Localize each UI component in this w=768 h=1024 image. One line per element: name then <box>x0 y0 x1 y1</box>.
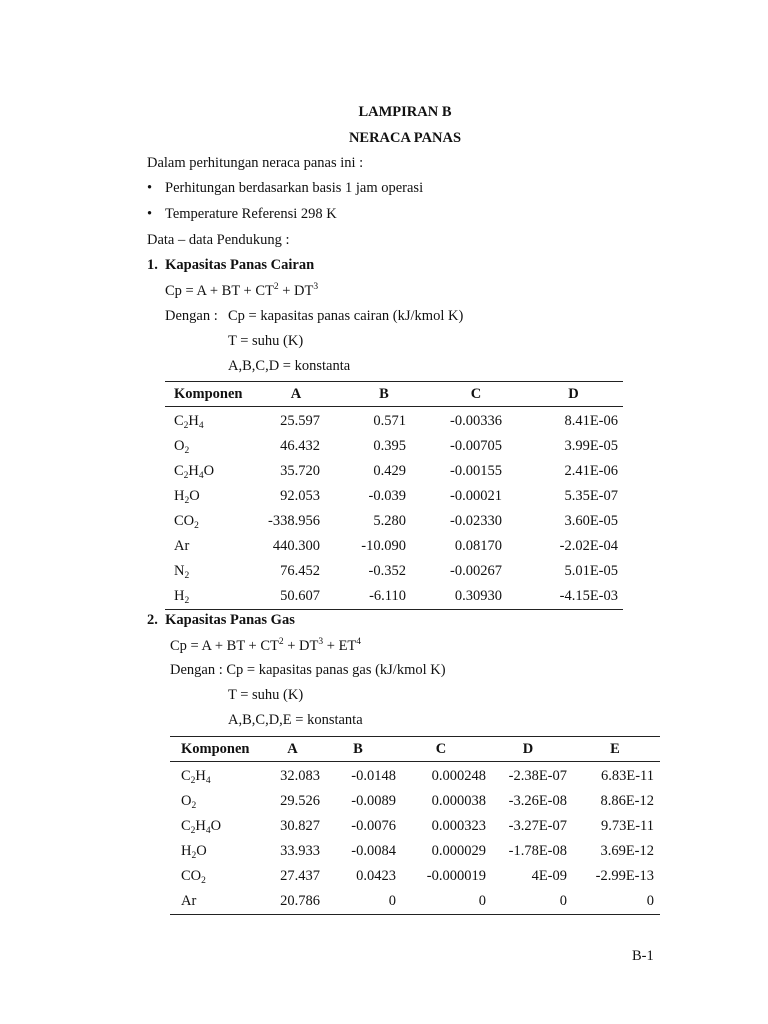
formula-part: 2 <box>191 801 197 811</box>
formula-part: 2 <box>183 471 189 481</box>
value-cell: -3.26E-08 <box>508 793 567 809</box>
value-cell: 0 <box>396 889 486 915</box>
table-header-cell: Komponen <box>165 382 252 407</box>
formula-part: 4 <box>205 776 211 786</box>
eq2-exp3: 3 <box>318 637 324 647</box>
formula-part: H <box>195 818 206 834</box>
formula-part: H <box>188 413 199 429</box>
bullet-item-1 <box>147 180 152 197</box>
value-cell: -0.00155 <box>450 463 502 479</box>
section1-number: 1. <box>147 257 158 273</box>
table-header-cell: D <box>486 737 570 762</box>
value-cell: 0.429 <box>373 463 406 479</box>
eq2-part-c: + ET <box>323 638 357 654</box>
component-cell <box>170 789 265 814</box>
eq2-part-b: + DT <box>283 638 319 654</box>
eq1-exp2: 2 <box>273 282 279 292</box>
value-cell: -2.38E-07 <box>508 768 567 784</box>
table-header-cell: B <box>320 737 396 762</box>
value-cell: -0.0076 <box>351 818 396 834</box>
value-cell: -0.00336 <box>450 413 502 429</box>
table-row <box>165 534 623 559</box>
section2-t-def: T = suhu (K) <box>228 687 304 703</box>
value-cell: 0.30930 <box>428 584 524 610</box>
value-cell: 30.827 <box>280 818 320 834</box>
formula-part: H <box>174 488 185 504</box>
value-cell: -4.15E-03 <box>524 584 623 610</box>
value-cell: 25.597 <box>280 413 320 429</box>
section2-number: 2. <box>147 612 158 628</box>
formula-part: O <box>174 438 185 454</box>
table-header-cell: C <box>396 737 486 762</box>
section1-heading <box>147 257 314 274</box>
table-row <box>170 789 660 814</box>
value-cell: 50.607 <box>252 584 340 610</box>
value-cell: 35.720 <box>280 463 320 479</box>
value-cell: 440.300 <box>272 538 320 554</box>
section1-dengan-label: Dengan : <box>165 308 218 324</box>
bullet-item-2 <box>147 206 152 223</box>
page-subtitle: NERACA PANAS <box>348 130 462 146</box>
section2-title: Kapasitas Panas Gas <box>165 612 295 628</box>
value-cell: -1.78E-08 <box>508 843 567 859</box>
formula-part: CO <box>181 868 202 884</box>
eq2-exp2: 2 <box>278 637 284 647</box>
formula-part: 2 <box>194 521 199 531</box>
component-cell <box>165 509 252 534</box>
data-heading: Data – data Pendukung : <box>147 232 290 248</box>
eq1-exp3: 3 <box>313 282 319 292</box>
table-row <box>165 559 623 584</box>
component-cell <box>165 534 252 559</box>
formula-part: O <box>189 488 200 504</box>
formula-part: 2 <box>184 571 190 581</box>
formula-part: H <box>188 463 199 479</box>
section1-title: Kapasitas Panas Cairan <box>165 257 315 273</box>
formula-part: C <box>181 818 191 834</box>
value-cell: 20.786 <box>265 889 320 915</box>
gas-heat-capacity-table <box>170 736 660 915</box>
formula-part: C <box>181 768 191 784</box>
formula-part: 4 <box>205 826 211 836</box>
eq1-part-b: + DT <box>278 283 314 299</box>
value-cell: -0.00705 <box>450 438 502 454</box>
bullet-dot-icon: • <box>147 180 153 196</box>
formula-part: O <box>181 793 192 809</box>
value-cell: 4E-09 <box>531 868 567 884</box>
value-cell: 46.432 <box>280 438 320 454</box>
section2-dengan-text: Dengan : Cp = kapasitas panas gas (kJ/kmol K) <box>170 662 446 678</box>
liquid-heat-capacity-table <box>165 381 623 610</box>
value-cell: 0 <box>320 889 396 915</box>
component-cell <box>165 407 252 435</box>
value-cell: 8.86E-12 <box>600 793 654 809</box>
intro-line: Dalam perhitungan neraca panas ini : <box>147 155 364 171</box>
value-cell: -6.110 <box>340 584 428 610</box>
formula-part: C <box>174 413 184 429</box>
value-cell: 0.571 <box>373 413 406 429</box>
formula-part: H <box>195 768 206 784</box>
value-cell: -0.0084 <box>351 843 396 859</box>
value-cell: 3.69E-12 <box>600 843 654 859</box>
table-row <box>170 762 660 790</box>
value-cell: 27.437 <box>280 868 320 884</box>
formula-part: H <box>181 843 192 859</box>
section1-t-def: T = suhu (K) <box>228 333 304 349</box>
formula-part: Ar <box>181 893 197 909</box>
formula-part: 2 <box>184 596 190 606</box>
section2-equation <box>170 638 361 655</box>
value-cell: 5.280 <box>373 513 406 529</box>
bullet-text-1: Perhitungan berdasarkan basis 1 jam operasi <box>165 180 424 196</box>
component-cell <box>170 762 265 790</box>
value-cell: -2.99E-13 <box>595 868 654 884</box>
formula-part: 2 <box>201 876 206 886</box>
table-header-cell: A <box>252 382 340 407</box>
component-cell <box>170 864 265 889</box>
section1-equation <box>165 283 318 300</box>
component-cell <box>165 559 252 584</box>
table-row <box>165 584 623 610</box>
value-cell: 92.053 <box>280 488 320 504</box>
value-cell: -2.02E-04 <box>559 538 618 554</box>
value-cell: -0.0148 <box>351 768 396 784</box>
eq2-exp4: 4 <box>356 637 362 647</box>
page-title: LAMPIRAN B <box>358 104 452 120</box>
formula-part: 4 <box>198 421 204 431</box>
formula-part: N <box>174 563 185 579</box>
value-cell: 0.000248 <box>431 768 486 784</box>
value-cell: -338.956 <box>268 513 320 529</box>
value-cell: 0 <box>570 889 660 915</box>
value-cell: -3.27E-07 <box>508 818 567 834</box>
section1-dengan-text: Cp = kapasitas panas cairan (kJ/kmol K) <box>228 308 464 324</box>
value-cell: 33.933 <box>280 843 320 859</box>
formula-part: 2 <box>183 421 189 431</box>
formula-part: 2 <box>191 851 197 861</box>
table-row <box>165 434 623 459</box>
value-cell: 0.000029 <box>431 843 486 859</box>
value-cell: -0.039 <box>368 488 406 504</box>
value-cell: 0.000323 <box>431 818 486 834</box>
value-cell: 0.08170 <box>454 538 502 554</box>
bullet-text-2: Temperature Referensi 298 K <box>165 206 337 222</box>
value-cell: 2.41E-06 <box>564 463 618 479</box>
value-cell: 5.01E-05 <box>564 563 618 579</box>
table-header-row <box>165 382 623 407</box>
value-cell: 0.395 <box>373 438 406 454</box>
value-cell: -0.000019 <box>426 868 486 884</box>
table-header-cell: B <box>340 382 428 407</box>
page-number: B-1 <box>632 948 654 964</box>
value-cell: 3.99E-05 <box>564 438 618 454</box>
table-header-row <box>170 737 660 762</box>
value-cell: -10.090 <box>361 538 406 554</box>
value-cell: -0.352 <box>368 563 406 579</box>
value-cell: -0.00021 <box>450 488 502 504</box>
section1-const-def: A,B,C,D = konstanta <box>228 358 351 374</box>
eq1-part-a: Cp = A + BT + CT <box>165 283 274 299</box>
component-cell <box>170 814 265 839</box>
value-cell: 9.73E-11 <box>600 818 654 834</box>
value-cell: -0.00267 <box>450 563 502 579</box>
formula-part: 2 <box>184 446 190 456</box>
table-header-cell: Komponen <box>170 737 265 762</box>
table-row <box>170 814 660 839</box>
table-row <box>165 484 623 509</box>
value-cell: 29.526 <box>280 793 320 809</box>
value-cell: 0 <box>486 889 570 915</box>
value-cell: 3.60E-05 <box>564 513 618 529</box>
section2-const-def: A,B,C,D,E = konstanta <box>228 712 363 728</box>
eq2-part-a: Cp = A + BT + CT <box>170 638 279 654</box>
value-cell: 0.000038 <box>431 793 486 809</box>
value-cell: 32.083 <box>280 768 320 784</box>
formula-part: H <box>174 588 185 604</box>
value-cell: -0.02330 <box>450 513 502 529</box>
table-row <box>165 407 623 435</box>
table-row <box>170 864 660 889</box>
formula-part: O <box>203 463 215 479</box>
formula-part: CO <box>174 513 195 529</box>
table-header-cell: A <box>265 737 320 762</box>
table-header-cell: D <box>524 382 623 407</box>
formula-part: C <box>174 463 184 479</box>
bullet-dot-icon: • <box>147 206 153 222</box>
value-cell: -0.0089 <box>351 793 396 809</box>
formula-part: O <box>196 843 207 859</box>
component-cell <box>165 434 252 459</box>
formula-part: 2 <box>190 826 196 836</box>
value-cell: 5.35E-07 <box>564 488 618 504</box>
component-cell <box>170 839 265 864</box>
value-cell: 0.0423 <box>356 868 396 884</box>
component-cell <box>165 584 252 610</box>
component-cell <box>165 459 252 484</box>
value-cell: 8.41E-06 <box>564 413 618 429</box>
formula-part: Ar <box>174 538 190 554</box>
value-cell: 6.83E-11 <box>600 768 654 784</box>
table-row <box>170 889 660 915</box>
component-cell <box>165 484 252 509</box>
value-cell: 76.452 <box>280 563 320 579</box>
component-cell <box>170 889 265 915</box>
formula-part: 2 <box>184 496 190 506</box>
formula-part: 4 <box>198 471 204 481</box>
section2-heading <box>147 612 295 629</box>
table-row <box>165 509 623 534</box>
table-header-cell: E <box>570 737 660 762</box>
table-row <box>165 459 623 484</box>
table-row <box>170 839 660 864</box>
formula-part: O <box>210 818 222 834</box>
formula-part: 2 <box>190 776 196 786</box>
table-header-cell: C <box>428 382 524 407</box>
